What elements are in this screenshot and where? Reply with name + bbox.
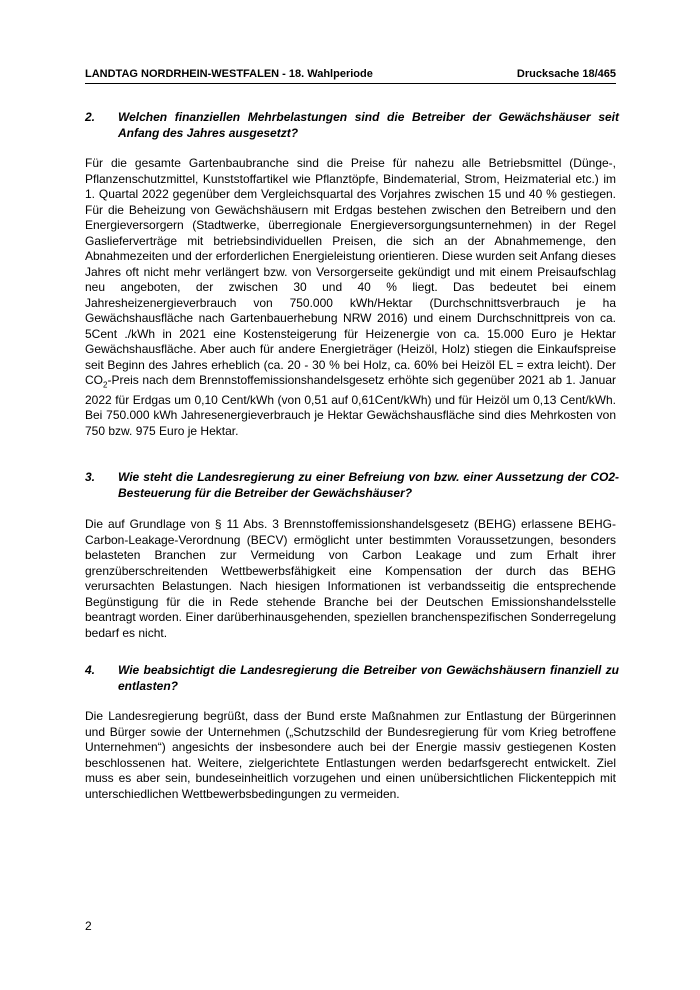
answer-paragraph xyxy=(85,156,616,439)
answer-2 xyxy=(85,156,616,439)
page-header xyxy=(85,67,616,84)
header-title: LANDTAG NORDRHEIN-WESTFALEN - 18. Wahlperiode xyxy=(85,68,373,80)
answer-text-part2: -Preis nach dem Brennstoffemissionshandelsgesetz erhöhte sich gegenüber 2021 ab 1. Januar 2022 für Erdgas um 0,10 Cent/kWh (von 0,51 auf 0,61Cent/kWh) und für Heizöl um 0,13 Cent/kWh. Bei 750.000 kWh Jahresenergieverbrauch je Hektar Gewächshausfläche sind dies Mehrkosten von 750 bzw. 975 Euro je Hektar. xyxy=(85,373,616,438)
question-text: Wie steht die Landesregierung zu einer Befreiung von bzw. einer Aussetzung der CO2-Besteuerung für die Betreiber der Gewächshäuser? xyxy=(118,470,619,500)
answer-text-part1: Für die gesamte Gartenbaubranche sind die Preise für nahezu alle Betriebsmittel (Dünge-, Pflanzenschutzmittel, Kunststoffartikel wie Pflanztöpfe, Bindematerial, Strom, Heizmaterial etc.) im 1. Quartal 2022 gegenüber dem Vergleichsquartal des Vorjahres zwischen 15 und 40 % gestiegen. Für die Beheizung von Gewächshäusern mit Erdgas bestehen zwischen den Betreibern und den Energieversorgern (Stadtwerke, überregionale Energieversorgungsunternehmen) in der Regel Gaslieferverträge mit betriebsindividuellen Preisen, die sich an der Abnahmemenge, den Abnahmezeiten und der erforderlichen Energieleistung orientieren. Diese wurden seit Anfang dieses Jahres oft nicht mehr verlängert bzw. von Versorgerseite gekündigt und mit einem Preisaufschlag neu angeboten, der zwischen 30 und 40 % liegt. Das bedeutet bei einem Jahresheizenergieverbrauch von 750.000 kWh/Hektar (Durchschnittsverbrauch je ha Gewächshausfläche nach Gartenbauerhebung NRW 2016) und einem Durchschnittpreis von ca. 5Cent ./kWh in 2021 eine Kostensteigerung für Heizenergie von ca. 15.000 Euro je Hektar Gewächshausfläche. Aber auch für andere Energieträger (Heizöl, Holz) stiegen die Einkaufspreise seit Beginn des Jahres erheblich (ca. 20 - 30 % bei Holz, ca. 60% bei Heizöl EL = extra leicht). Der CO xyxy=(85,156,616,387)
question-4 xyxy=(85,663,619,694)
answer-paragraph: Die Landesregierung begrüßt, dass der Bund erste Maßnahmen zur Entlastung der Bürgerinnen und Bürger sowie der Unternehmen („Schutzschild der Bundesregierung für vom Krieg betroffene Unternehmen“) angesichts der insbesondere auch bei der Energie massiv gestiegenen Kosten beschlossenen hat. Weitere, zielgerichtete Entlastungen werden bedarfsgerecht entwickelt. Ziel muss es aber sein, bundeseinheitlich vorzugehen und einen unübersichtlichen Flickenteppich mit unterschiedlichen Wettbewerbsbedingungen zu vermeiden. xyxy=(85,709,616,801)
question-number: 4. xyxy=(85,663,96,677)
header-document-number: Drucksache 18/465 xyxy=(516,68,616,80)
answer-subscript: 2 xyxy=(103,380,108,390)
question-number: 3. xyxy=(85,470,96,484)
question-2 xyxy=(85,110,619,141)
page-number: 2 xyxy=(85,919,92,933)
answer-4 xyxy=(85,709,616,802)
question-number: 2. xyxy=(85,110,96,124)
question-3 xyxy=(85,470,619,501)
answer-paragraph: Die auf Grundlage von § 11 Abs. 3 Brennstoffemissionshandelsgesetz (BEHG) erlassene BEHG-Carbon-Leakage-Verordnung (BECV) ermöglicht unter bestimmten Voraussetzungen, besonders belasteten Branchen zur Vermeidung von Carbon Leakage und zum Erhalt ihrer grenzüberschreitenden Wettbewerbsfähigkeit eine Kompensation der durch das BEHG verursachten Belastungen. Nach hiesigen Informationen ist verbandsseitig die entsprechende Begünstigung für die in Rede stehende Branche bei der Deutschen Emissionshandelsstelle beantragt worden. Einer darüberhinausgehenden, speziellen branchenspezifischen Sonderregelung bedarf es nicht. xyxy=(85,517,616,640)
question-text: Welchen finanziellen Mehrbelastungen sind die Betreiber der Gewächshäuser seit Anfang des Jahres ausgesetzt? xyxy=(118,110,619,140)
answer-3 xyxy=(85,517,616,641)
question-text: Wie beabsichtigt die Landesregierung die Betreiber von Gewächshäusern finanziell zu entlasten? xyxy=(118,663,619,693)
